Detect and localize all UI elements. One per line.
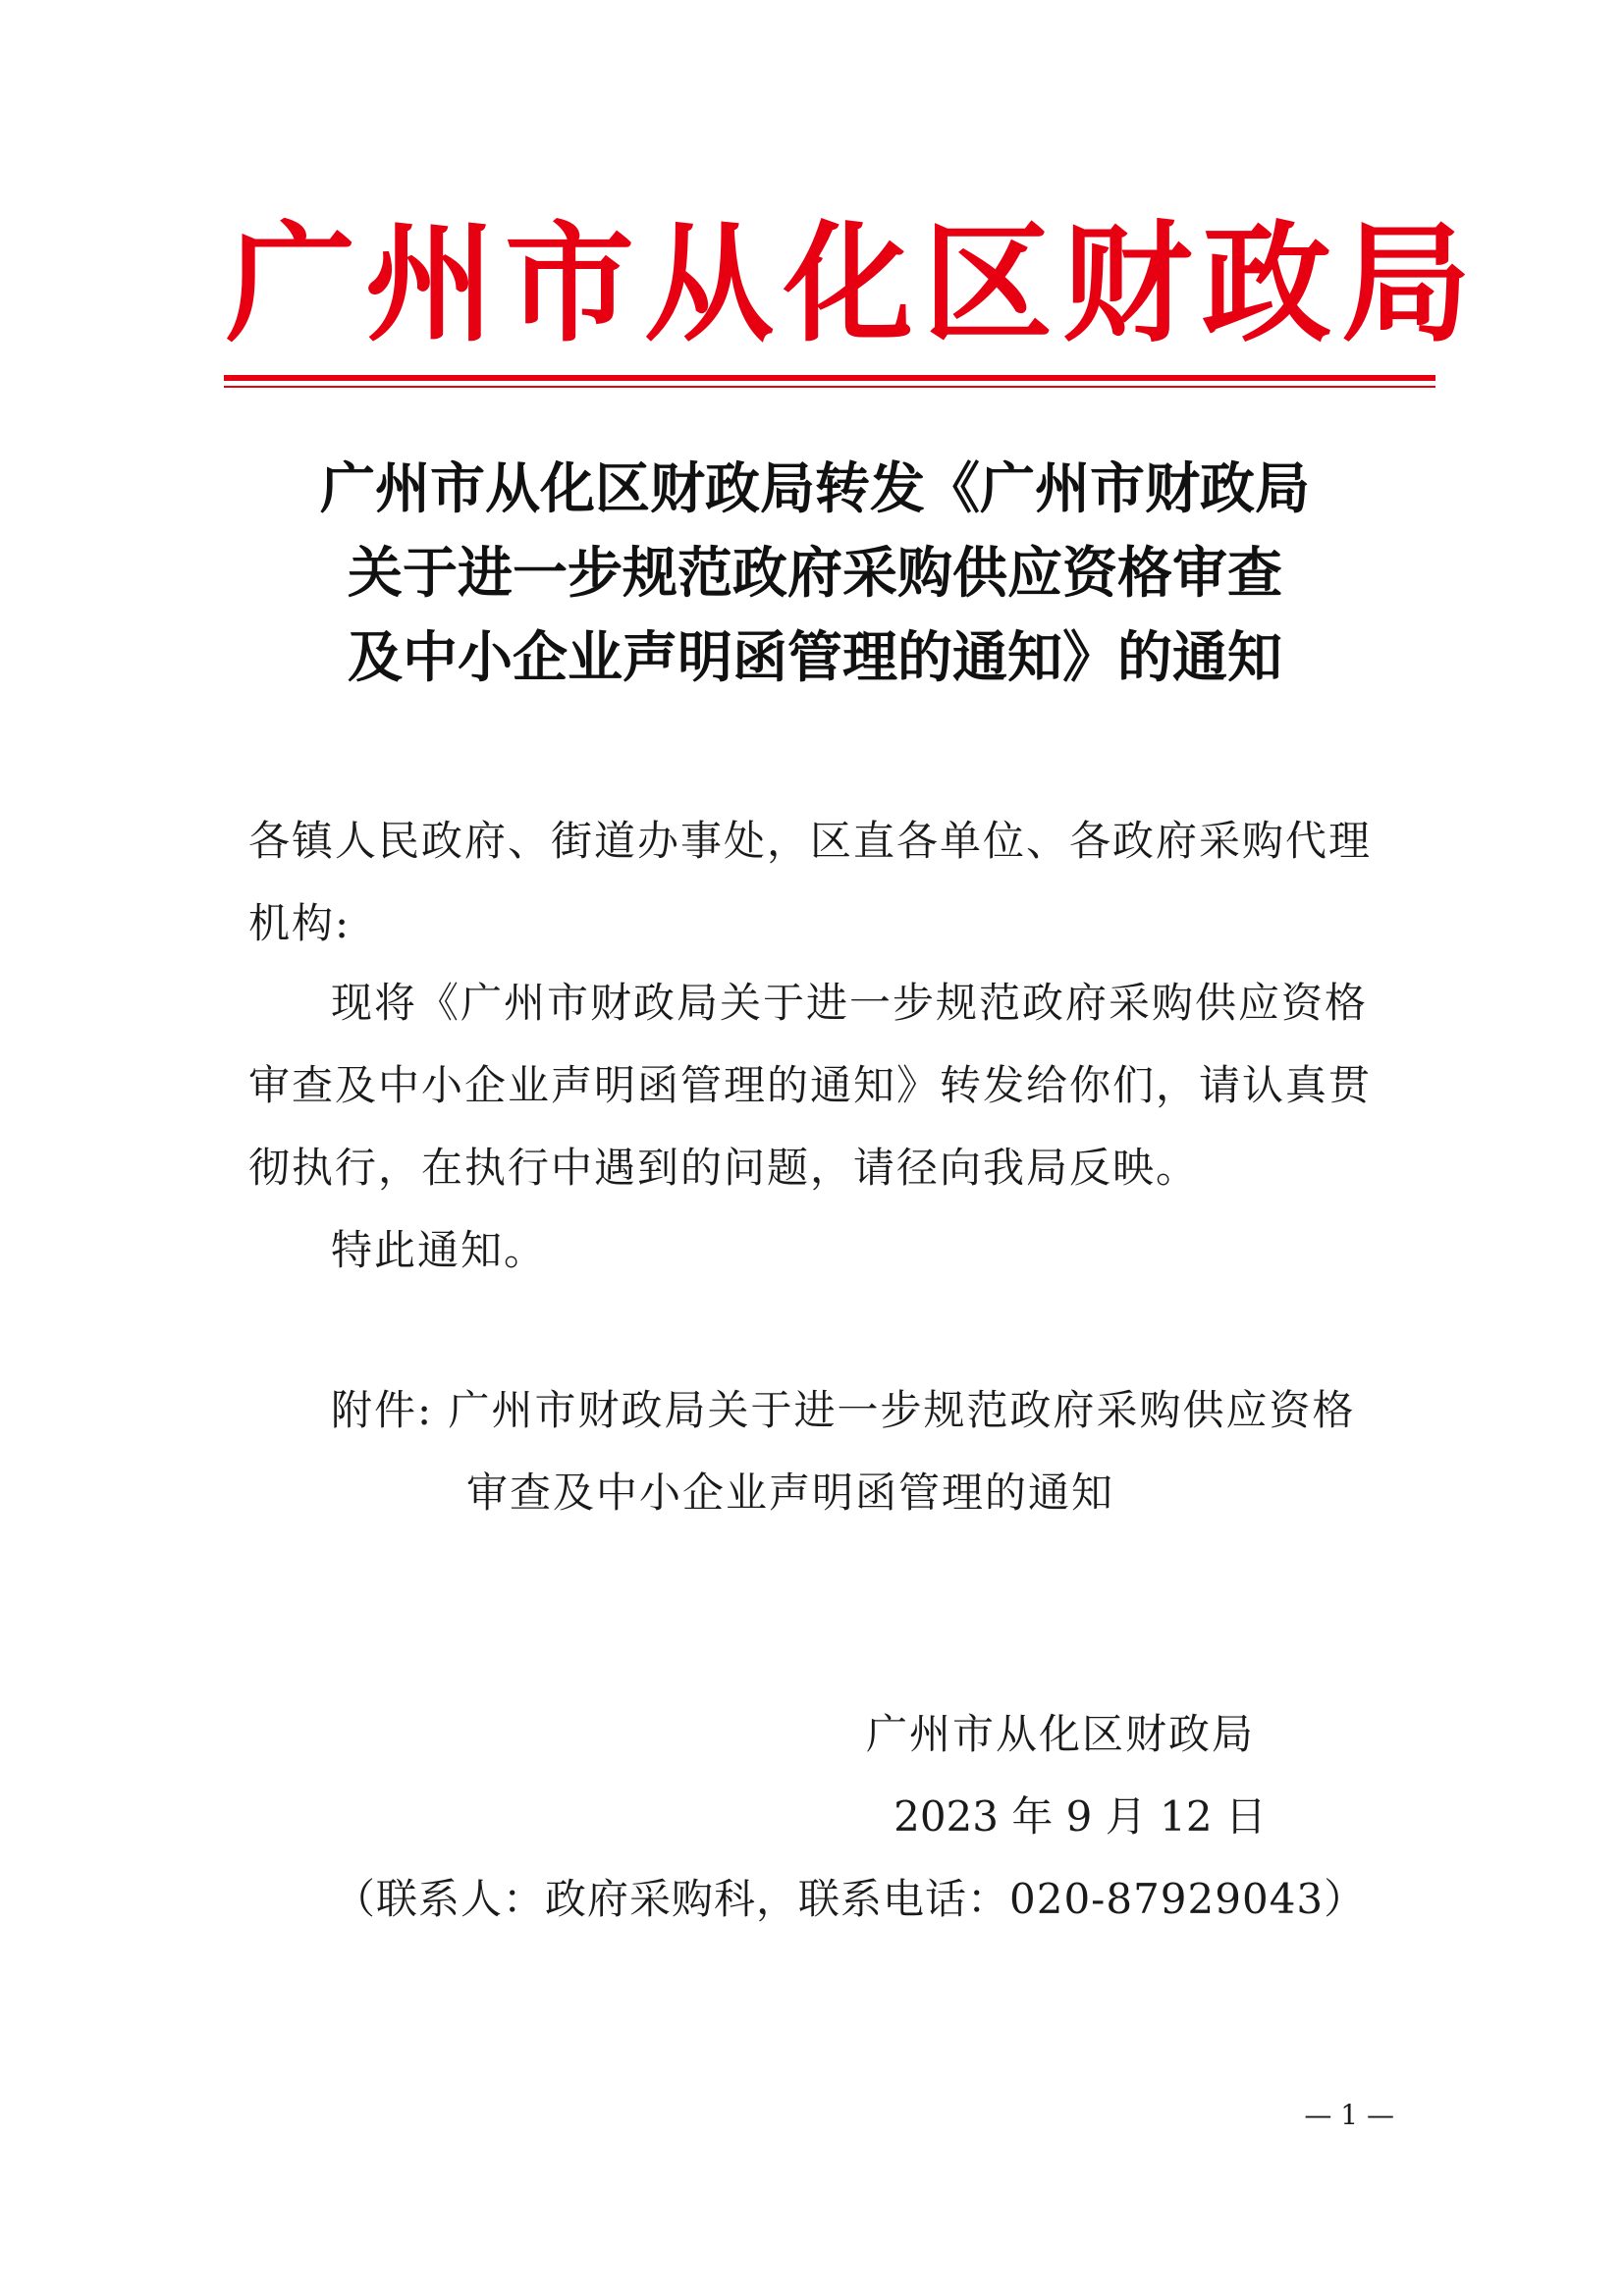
contact-info: （联系人：政府采购科，联系电话：020-87929043） [334,1875,1367,1923]
masthead-title: 广州市从化区财政局 [226,208,1481,360]
attachment-block [331,1369,1391,1534]
title-line-3: 及中小企业声明函管理的通知》的通知 [348,625,1282,690]
closing-line: 特此通知。 [331,1226,548,1274]
issuer-signature: 广州市从化区财政局 [865,1710,1255,1758]
attachment-title-2: 审查及中小企业声明函管理的通知 [466,1468,1115,1517]
attachment-label: 附件: [331,1386,434,1434]
attachment-title-1: 广州市财政局关于进一步规范政府采购供应资格 [448,1386,1356,1434]
issue-date: 2023 年 9 月 12 日 [893,1792,1267,1841]
body-paragraph: 现将《广州市财政局关于进一步规范政府采购供应资格审查及中小企业声明函管理的通知》转发给你们，请认真贯彻执行，在执行中遇到的问题，请径向我局反映。 [248,979,1373,1192]
salutation: 各镇人民政府、街道办事处，区直各单位、各政府采购代理机构: [248,817,1373,947]
document-title [196,447,1434,700]
masthead-rule-thick [224,375,1435,381]
masthead-rule-thin [224,386,1435,388]
page-number: — 1 — [1304,2099,1394,2131]
attachment-line-1 [331,1369,1391,1452]
title-line-1: 广州市从化区财政局转发《广州市财政局 [320,456,1310,521]
title-line-2: 关于进一步规范政府采购供应资格审查 [348,541,1282,606]
